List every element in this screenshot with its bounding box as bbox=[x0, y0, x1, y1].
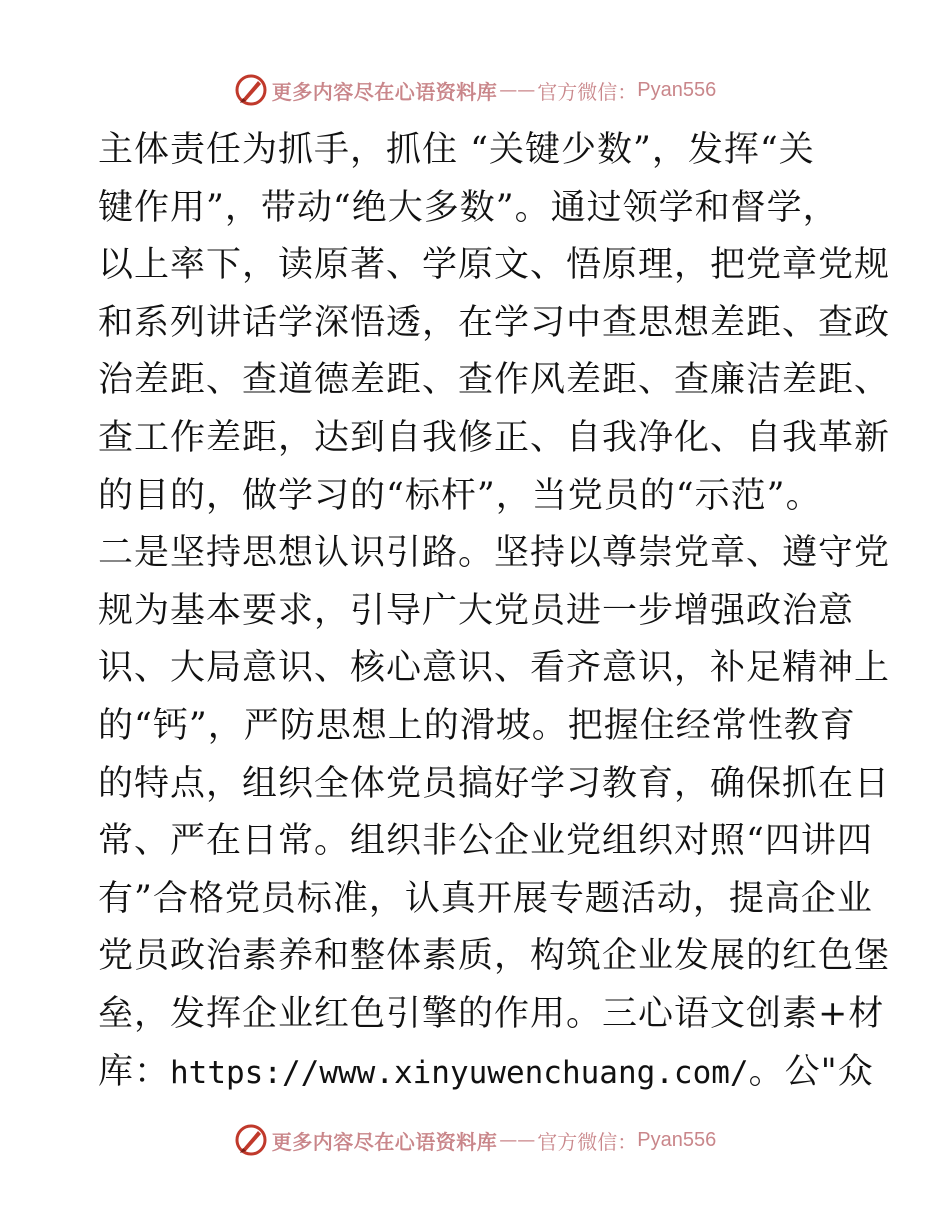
body-line: 有”合格党员标准，认真开展专题活动，提高企业 bbox=[98, 878, 873, 919]
body-line: 的“钙”，严防思想上的滑坡。把握住经常性教育 bbox=[98, 705, 856, 746]
footer-banner-text: 更多内容尽在心语资料库 bbox=[271, 1129, 498, 1154]
body-line: 治差距、查道德差距、查作风差距、查廉洁差距、 bbox=[98, 360, 891, 401]
document-body bbox=[98, 122, 891, 1101]
body-line: 的特点，组织全体党员搞好学习教育，确保抓在日 bbox=[98, 763, 891, 804]
body-line: 的目的，做学习的“标杆”，当党员的“示范”。 bbox=[98, 475, 822, 516]
body-line: 和系列讲话学深悟透，在学习中查思想差距、查政 bbox=[98, 302, 891, 343]
quill-pen-logo-icon bbox=[234, 73, 268, 107]
body-line: 常、严在日常。组织非公企业党组织对照“四讲四 bbox=[98, 821, 873, 862]
last-line-suffix: 。公"众 bbox=[748, 1051, 874, 1092]
body-line: 二是坚持思想认识引路。坚持以尊崇党章、遵守党 bbox=[98, 533, 891, 574]
body-line: 以上率下，读原著、学原文、悟原理，把党章党规 bbox=[98, 245, 891, 286]
last-line-prefix: 库： bbox=[98, 1051, 171, 1092]
header-wechat-label: 官方微信： bbox=[537, 79, 638, 104]
body-line: 键作用”，带动“绝大多数”。通过领学和督学， bbox=[98, 187, 839, 228]
footer-banner-separator: —— bbox=[499, 1129, 536, 1151]
body-line: 党员政治素养和整体素质，构筑企业发展的红色堡 bbox=[98, 936, 891, 977]
footer-wechat-label: 官方微信： bbox=[537, 1129, 638, 1154]
header-wechat-id: Pyan556 bbox=[637, 78, 717, 101]
header-banner bbox=[0, 70, 950, 110]
body-line: 识、大局意识、核心意识、看齐意识，补足精神上 bbox=[98, 648, 891, 689]
header-banner-separator: —— bbox=[499, 79, 536, 101]
quill-pen-logo-icon bbox=[234, 1123, 268, 1157]
body-line-last bbox=[98, 1044, 874, 1102]
header-banner-text: 更多内容尽在心语资料库 bbox=[271, 79, 498, 104]
footer-wechat-id: Pyan556 bbox=[637, 1128, 717, 1151]
body-line: 查工作差距，达到自我修正、自我净化、自我革新 bbox=[98, 417, 891, 458]
source-url-text: https://www.xinyuwenchuang.com/ bbox=[170, 1054, 749, 1091]
body-line: 垒，发挥企业红色引擎的作用。三心语文创素+材 bbox=[98, 993, 885, 1034]
body-line: 主体责任为抓手，抓住 “关键少数”，发挥“关 bbox=[98, 130, 815, 170]
footer-banner bbox=[0, 1120, 950, 1160]
body-line: 规为基本要求，引导广大党员进一步增强政治意 bbox=[98, 590, 855, 631]
